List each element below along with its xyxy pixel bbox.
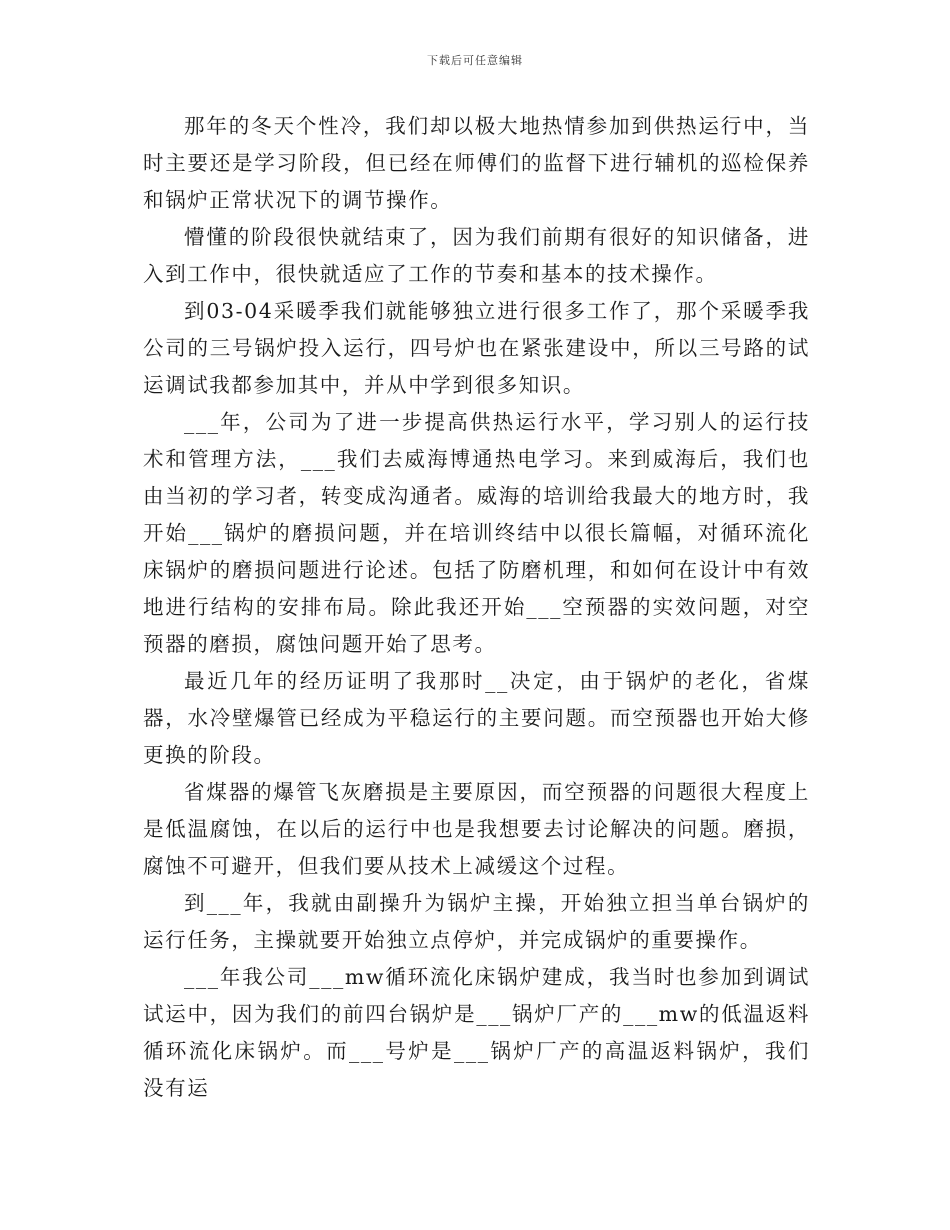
paragraph: 到03-04采暖季我们就能够独立进行很多工作了，那个采暖季我公司的三号锅炉投入运行，四号炉也在紧张建设中，所以三号路的试运调试我都参加其中，并从中学到很多知识。 [143, 299, 810, 397]
paragraph: 省煤器的爆管飞灰磨损是主要原因，而空预器的问题很大程度上是低温腐蚀，在以后的运行中也是我想要去讨论解决的问题。磨损，腐蚀不可避开，但我们要从技术上减缓这个过程。 [143, 780, 810, 878]
paragraph: 懵懂的阶段很快就结束了，因为我们前期有很好的知识储备，进入到工作中，很快就适应了工作的节奏和基本的技术操作。 [143, 225, 810, 286]
paragraph: 到___年，我就由副操升为锅炉主操，开始独立担当单台锅炉的运行任务，主操就要开始独立点停炉，并完成锅炉的重要操作。 [143, 891, 810, 952]
paragraph: ___年我公司___mw循环流化床锅炉建成，我当时也参加到调试试运中，因为我们的前四台锅炉是___锅炉厂产的___mw的低温返料循环流化床锅炉。而___号炉是___锅炉厂产的高温返料锅炉，我们没有运 [143, 965, 810, 1100]
paragraph: 最近几年的经历证明了我那时__决定，由于锅炉的老化，省煤器，水冷壁爆管已经成为平稳运行的主要问题。而空预器也开始大修更换的阶段。 [143, 669, 810, 767]
paragraph: ___年，公司为了进一步提高供热运行水平，学习别人的运行技术和管理方法，___我们去威海博通热电学习。来到威海后，我们也由当初的学习者，转变成沟通者。威海的培训给我最大的地方时，我开始___锅炉的磨损问题，并在培训终结中以很长篇幅，对循环流化床锅炉的磨损问题进行论述。包括了防磨机理，和如何在设计中有效地进行结构的安排布局。除此我还开始___空预器的实效问题，对空预器的磨损，腐蚀问题开始了思考。 [143, 410, 810, 656]
document-body [143, 108, 810, 1107]
page-header-note: 下载后可任意编辑 [427, 54, 523, 67]
paragraph: 那年的冬天个性冷，我们却以极大地热情参加到供热运行中，当时主要还是学习阶段，但已经在师傅们的监督下进行辅机的巡检保养和锅炉正常状况下的调节操作。 [143, 114, 810, 212]
